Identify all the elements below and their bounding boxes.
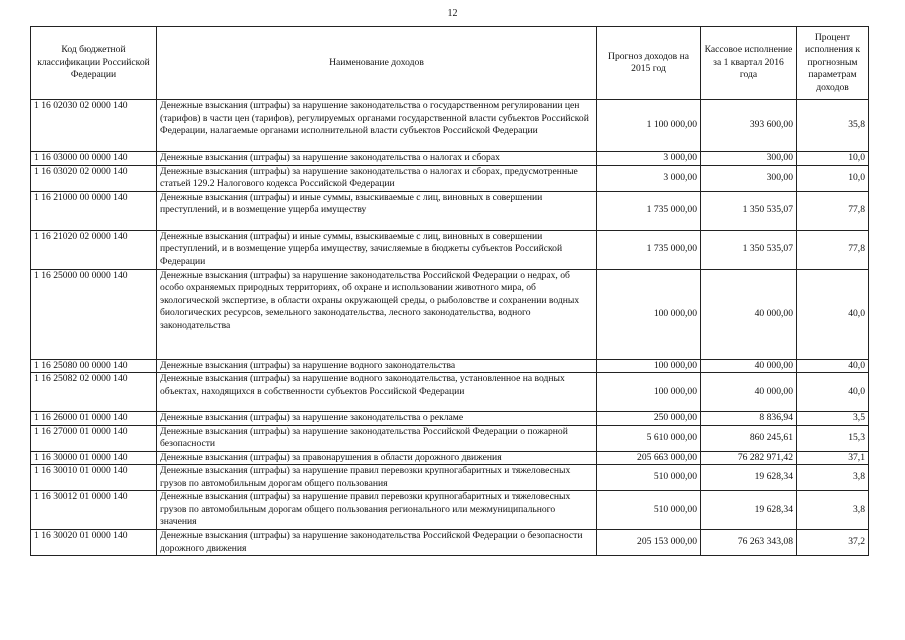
table-row	[31, 100, 869, 152]
execution-percent-cell: 3,8	[797, 491, 869, 530]
forecast-amount-cell: 1 735 000,00	[597, 230, 701, 269]
execution-amount-cell: 860 245,61	[701, 425, 797, 451]
execution-percent-cell: 40,0	[797, 373, 869, 412]
execution-amount-cell: 300,00	[701, 152, 797, 166]
forecast-amount-cell: 205 153 000,00	[597, 530, 701, 556]
budget-code-cell: 1 16 03000 00 0000 140	[31, 152, 157, 166]
table-row	[31, 530, 869, 556]
execution-amount-cell: 76 282 971,42	[701, 451, 797, 465]
revenue-name-cell: Денежные взыскания (штрафы) за нарушение законодательства о государственном регулировании цен (тарифов) в части цен (тарифов), регулируемых органами государственной власти субъектов Российской Федерации, налагаемые органами исполнительной власти субъектов Российской Федерации	[157, 100, 597, 152]
execution-percent-cell: 3,8	[797, 465, 869, 491]
forecast-amount-cell: 3 000,00	[597, 152, 701, 166]
execution-percent-cell: 37,2	[797, 530, 869, 556]
revenue-name-cell: Денежные взыскания (штрафы) и иные суммы, взыскиваемые с лиц, виновных в совершении преступлений, и в возмещение ущерба имуществу	[157, 191, 597, 230]
table-row	[31, 465, 869, 491]
budget-code-cell: 1 16 30012 01 0000 140	[31, 491, 157, 530]
forecast-amount-cell: 1 735 000,00	[597, 191, 701, 230]
forecast-amount-cell: 510 000,00	[597, 491, 701, 530]
table-row	[31, 373, 869, 412]
header-forecast-2015: Прогноз доходов на 2015 год	[597, 27, 701, 100]
execution-percent-cell: 3,5	[797, 412, 869, 426]
header-revenue-name: Наименование доходов	[157, 27, 597, 100]
revenue-name-cell: Денежные взыскания (штрафы) за нарушение законодательства Российской Федерации о недрах, об особо охраняемых природных территориях, об охране и использовании животного мира, об экологической экспертизе, в области охраны окружающей среды, о рыболовстве и сохранении водных биологических ресурсов, земельного законодательства, лесного законодательства, водного законодательства	[157, 269, 597, 359]
execution-amount-cell: 300,00	[701, 165, 797, 191]
execution-amount-cell: 40 000,00	[701, 373, 797, 412]
table-row	[31, 451, 869, 465]
execution-amount-cell: 19 628,34	[701, 465, 797, 491]
table-row	[31, 165, 869, 191]
forecast-amount-cell: 100 000,00	[597, 359, 701, 373]
revenue-name-cell: Денежные взыскания (штрафы) за нарушение законодательства о рекламе	[157, 412, 597, 426]
execution-percent-cell: 77,8	[797, 230, 869, 269]
page-number: 12	[447, 8, 458, 19]
execution-percent-cell: 10,0	[797, 165, 869, 191]
table-header-row	[31, 27, 869, 100]
execution-percent-cell: 35,8	[797, 100, 869, 152]
revenue-name-cell: Денежные взыскания (штрафы) за нарушение правил перевозки крупногабаритных и тяжеловесных грузов по автомобильным дорогам общего пользования	[157, 465, 597, 491]
execution-amount-cell: 76 263 343,08	[701, 530, 797, 556]
budget-code-cell: 1 16 25082 02 0000 140	[31, 373, 157, 412]
execution-percent-cell: 15,3	[797, 425, 869, 451]
forecast-amount-cell: 100 000,00	[597, 269, 701, 359]
revenue-name-cell: Денежные взыскания (штрафы) за нарушение правил перевозки крупногабаритных и тяжеловесных грузов по автомобильным дорогам общего пользования регионального или межмуниципального значения	[157, 491, 597, 530]
table-row	[31, 359, 869, 373]
budget-code-cell: 1 16 02030 02 0000 140	[31, 100, 157, 152]
budget-code-cell: 1 16 30020 01 0000 140	[31, 530, 157, 556]
forecast-amount-cell: 3 000,00	[597, 165, 701, 191]
execution-amount-cell: 8 836,94	[701, 412, 797, 426]
execution-percent-cell: 77,8	[797, 191, 869, 230]
execution-amount-cell: 19 628,34	[701, 491, 797, 530]
forecast-amount-cell: 250 000,00	[597, 412, 701, 426]
execution-amount-cell: 1 350 535,07	[701, 230, 797, 269]
revenue-table	[30, 26, 869, 556]
revenue-name-cell: Денежные взыскания (штрафы) за нарушение законодательства о налогах и сборах	[157, 152, 597, 166]
forecast-amount-cell: 100 000,00	[597, 373, 701, 412]
table-row	[31, 491, 869, 530]
budget-code-cell: 1 16 27000 01 0000 140	[31, 425, 157, 451]
table-body	[31, 100, 869, 556]
budget-code-cell: 1 16 30010 01 0000 140	[31, 465, 157, 491]
header-budget-code: Код бюджетной классификации Российской Федерации	[31, 27, 157, 100]
budget-code-cell: 1 16 03020 02 0000 140	[31, 165, 157, 191]
table-row	[31, 191, 869, 230]
header-execution-percent: Процент исполнения к прогнозным параметрам доходов	[797, 27, 869, 100]
revenue-name-cell: Денежные взыскания (штрафы) за нарушение законодательства о налогах и сборах, предусмотренные статьей 129.2 Налогового кодекса Российской Федерации	[157, 165, 597, 191]
execution-percent-cell: 40,0	[797, 269, 869, 359]
revenue-name-cell: Денежные взыскания (штрафы) за нарушение водного законодательства, установленное на водных объектах, находящихся в собственности субъектов Российской Федерации	[157, 373, 597, 412]
revenue-name-cell: Денежные взыскания (штрафы) за нарушение законодательства Российской Федерации о пожарной безопасности	[157, 425, 597, 451]
execution-amount-cell: 1 350 535,07	[701, 191, 797, 230]
execution-amount-cell: 393 600,00	[701, 100, 797, 152]
header-cash-execution-q1-2016: Кассовое исполнение за 1 квартал 2016 года	[701, 27, 797, 100]
revenue-name-cell: Денежные взыскания (штрафы) и иные суммы, взыскиваемые с лиц, виновных в совершении преступлений, и в возмещение ущерба имуществу, зачисляемые в бюджеты субъектов Российской Федерации	[157, 230, 597, 269]
execution-amount-cell: 40 000,00	[701, 269, 797, 359]
revenue-name-cell: Денежные взыскания (штрафы) за нарушение законодательства Российской Федерации о безопасности дорожного движения	[157, 530, 597, 556]
budget-code-cell: 1 16 21020 02 0000 140	[31, 230, 157, 269]
execution-percent-cell: 10,0	[797, 152, 869, 166]
execution-percent-cell: 40,0	[797, 359, 869, 373]
budget-code-cell: 1 16 25080 00 0000 140	[31, 359, 157, 373]
revenue-name-cell: Денежные взыскания (штрафы) за нарушение водного законодательства	[157, 359, 597, 373]
table-row	[31, 152, 869, 166]
forecast-amount-cell: 510 000,00	[597, 465, 701, 491]
forecast-amount-cell: 5 610 000,00	[597, 425, 701, 451]
table-row	[31, 230, 869, 269]
revenue-name-cell: Денежные взыскания (штрафы) за правонарушения в области дорожного движения	[157, 451, 597, 465]
budget-code-cell: 1 16 30000 01 0000 140	[31, 451, 157, 465]
execution-amount-cell: 40 000,00	[701, 359, 797, 373]
execution-percent-cell: 37,1	[797, 451, 869, 465]
table-row	[31, 269, 869, 359]
table-row	[31, 425, 869, 451]
forecast-amount-cell: 205 663 000,00	[597, 451, 701, 465]
budget-code-cell: 1 16 21000 00 0000 140	[31, 191, 157, 230]
budget-code-cell: 1 16 25000 00 0000 140	[31, 269, 157, 359]
forecast-amount-cell: 1 100 000,00	[597, 100, 701, 152]
table-row	[31, 412, 869, 426]
budget-code-cell: 1 16 26000 01 0000 140	[31, 412, 157, 426]
